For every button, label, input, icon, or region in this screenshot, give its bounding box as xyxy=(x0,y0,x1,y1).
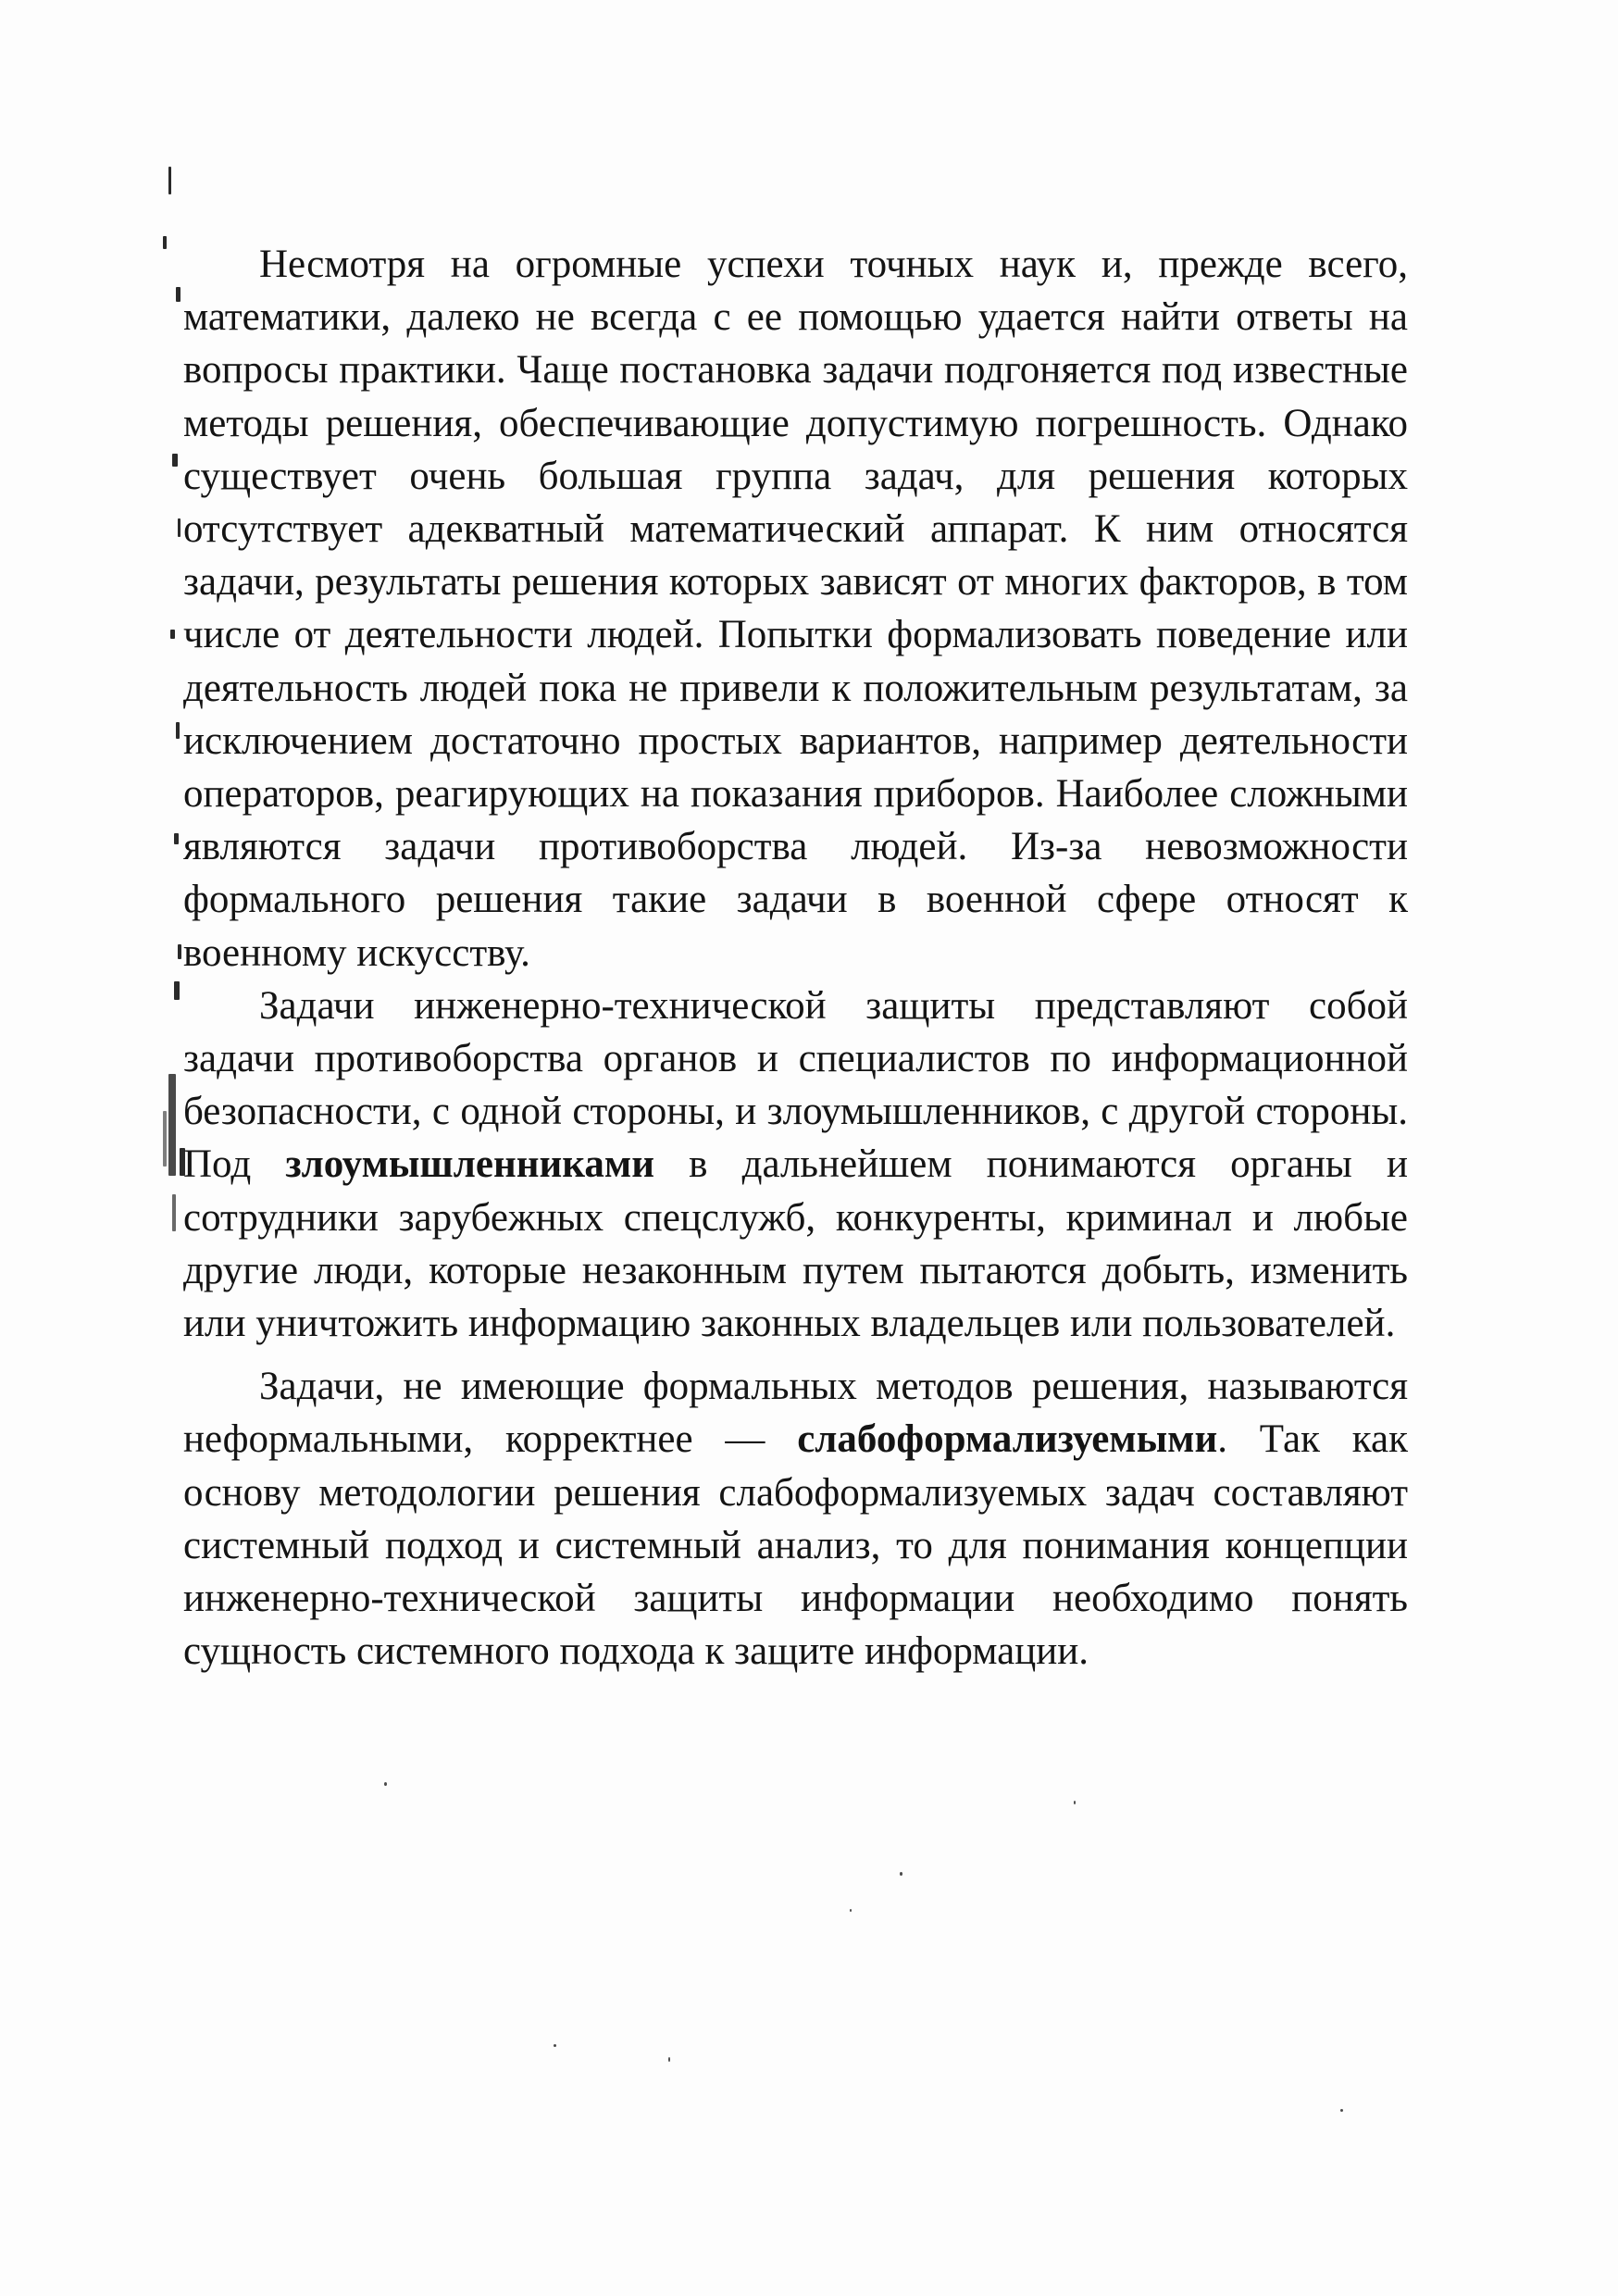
scan-dust xyxy=(1074,1801,1076,1804)
scan-dust xyxy=(668,2057,670,2062)
scan-dust xyxy=(1340,2109,1343,2112)
bold-term: слабоформализуемыми xyxy=(797,1417,1218,1462)
paragraph-text: в дальнейшем понимаются органы и сотрудники зарубежных спецслужб, конкуренты, криминал и любые другие люди, которые незаконным путем пытаются добыть, изменить или уничтожить информацию законных владельцев или пользователей. xyxy=(183,1142,1408,1346)
paragraph xyxy=(183,980,1408,1350)
scan-dust xyxy=(900,1872,902,1876)
paragraph-text: Задачи, не имеющие формальных методов решения, называются неформальными, корректнее — xyxy=(183,1365,1408,1462)
body-text xyxy=(183,238,1408,1678)
paragraph xyxy=(183,1360,1408,1678)
paragraph-text: Несмотря на огромные успехи точных наук и, прежде всего, математики, далеко не всегда с ее помощью удается найти ответы на вопросы практики. Чаще постановка задачи подгоняется под известные методы решения, обеспечивающие допустимую погрешность. Однако существует очень большая группа задач, для решения которых отсутствует адекватный математический аппарат. К ним относятся задачи, результаты решения которых зависят от многих факторов, в том числе от деятельности людей. Попытки формализовать поведение или деятельность людей пока не привели к положительным результатам, за исключением достаточно простых вариантов, например деятельности операторов, реагирующих на показания приборов. Наиболее сложными являются задачи противоборства людей. Из-за невозможности формального решения такие задачи в военной сфере относят к военному искусству. xyxy=(183,243,1408,975)
scan-dust xyxy=(384,1782,387,1786)
paragraph-text: . Так как основу методологии решения слабоформализуемых задач составляют системный подход и системный анализ, то для понимания концепции инженерно-технической защиты информации необходимо понять сущность системного подхода к защите информации. xyxy=(183,1417,1409,1674)
scan-dust xyxy=(554,2044,556,2047)
paragraph xyxy=(183,238,1408,980)
bold-term: злоумышленниками xyxy=(285,1142,654,1187)
scan-dust xyxy=(850,1909,852,1912)
paragraph-text: Задачи инженерно-технической защиты представляют собой задачи противоборства органов и специалистов по информационной безопасности, с одной стороны, и злоумышленников, с другой стороны. Под xyxy=(183,983,1408,1187)
